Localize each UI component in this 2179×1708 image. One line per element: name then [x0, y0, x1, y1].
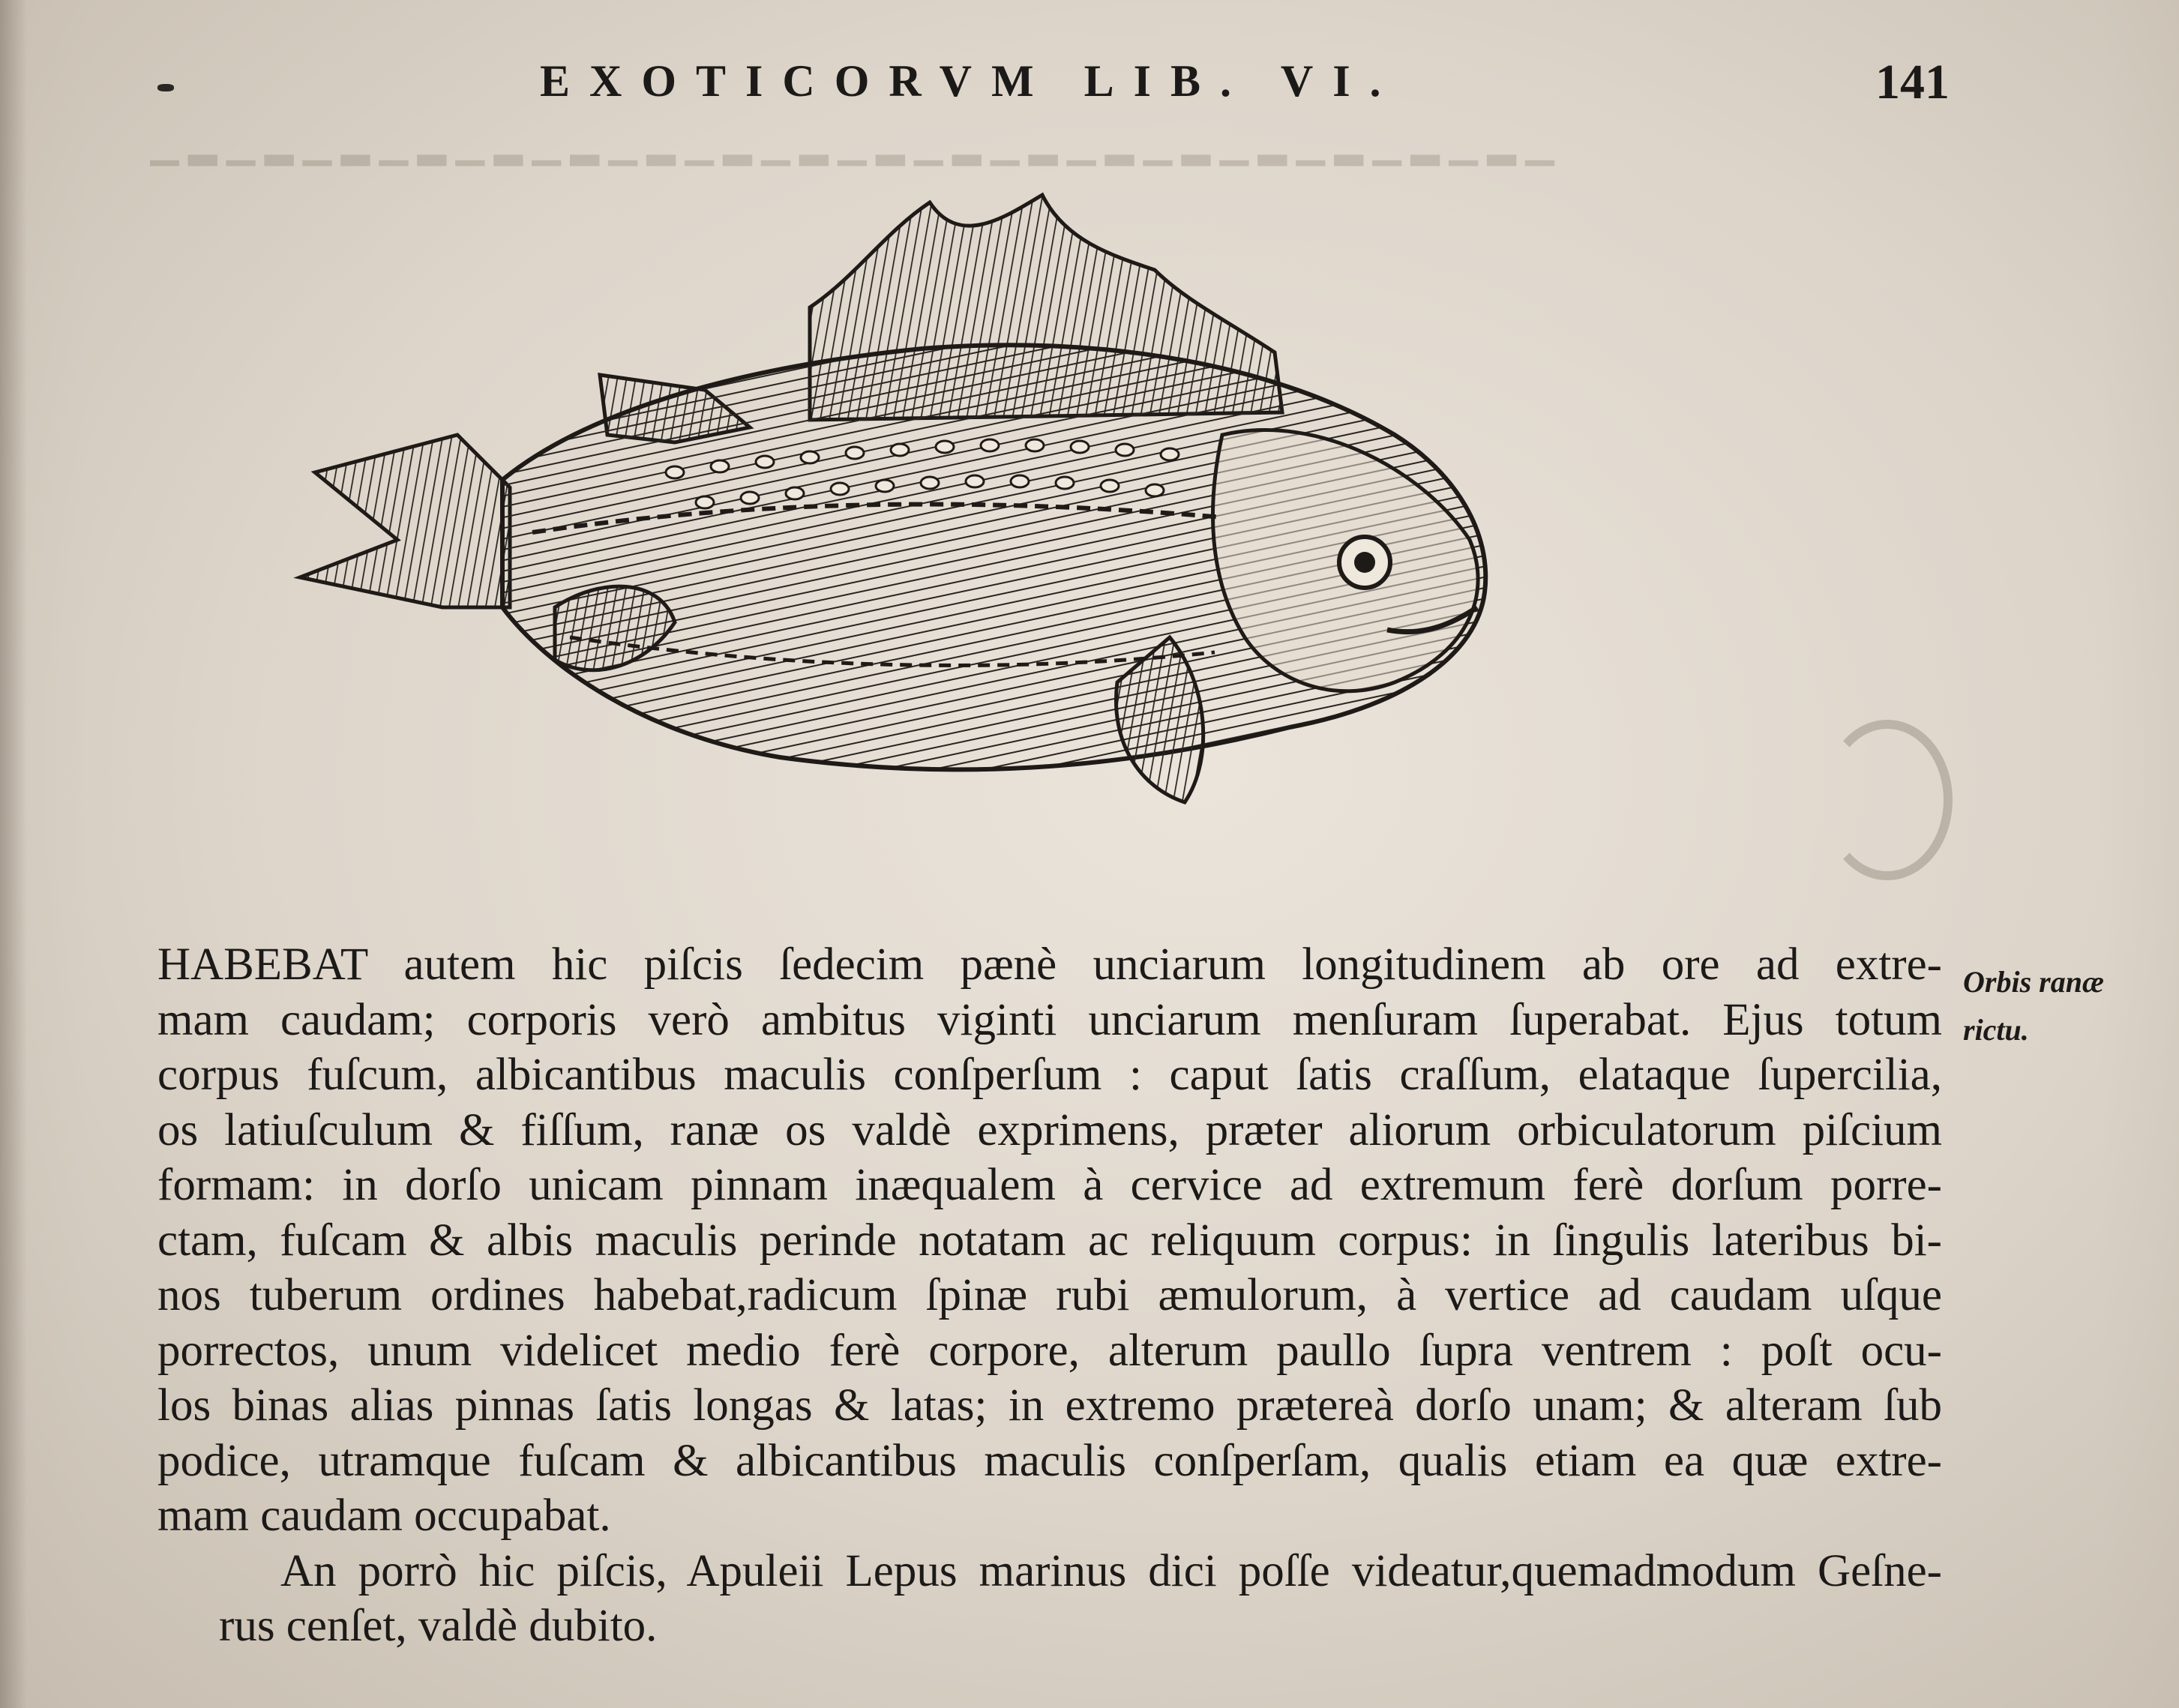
paragraph-1: [157, 937, 1942, 1544]
text-line: HABEBAT autem hic piſcis ſedecim pænè unciarum longitudinem ab ore ad extre-: [157, 939, 1942, 990]
page-number: 141: [1875, 55, 1950, 109]
marginal-note-line: rictu.: [1963, 1013, 2029, 1047]
show-through-texture: ▁ ▂ ▁ ▂ ▁ ▂ ▁ ▂ ▁ ▂ ▁ ▂ ▁ ▂ ▁ ▂ ▁ ▂ ▁ ▂ ▁ ▂ ▁ ▂ ▁ ▂ ▁ ▂ ▁ ▂ ▁ ▂ ▁ ▂ ▁ ▂ ▁: [150, 123, 1554, 165]
text-line: los binas alias pinnas ſatis longas & latas; in extremo prætereà dorſo unam; & alteram ſub: [157, 1380, 1942, 1431]
text-line: nos tuberum ordines habebat,radicum ſpinæ rubi æmulorum, à vertice ad caudam uſque: [157, 1270, 1942, 1320]
text-line: podice, utramque fuſcam & albicantibus maculis conſperſam, qualis etiam ea quæ extre-: [157, 1435, 1942, 1486]
marginal-note: [1963, 958, 2166, 1054]
marginal-note-line: Orbis ranæ: [1963, 965, 2104, 999]
running-header: [150, 51, 1950, 111]
text-line: rus cenſet, valdè dubito.: [219, 1601, 658, 1651]
running-title: EXOTICORVM LIB. VI.: [540, 56, 1401, 106]
text-line: porrectos, unum videlicet medio ferè corpore, alterum paullo ſupra ventrem : poſt ocu-: [157, 1325, 1942, 1376]
printer-mark: [157, 84, 174, 91]
text-line: formam: in dorſo unicam pinnam inæqualem à cervice ad extremum ferè dorſum porre-: [157, 1160, 1942, 1210]
text-line: os latiuſculum & fiſſum, ranæ os valdè exprimens, præter aliorum orbiculatorum piſcium: [157, 1104, 1942, 1155]
text-line: mam caudam occupabat.: [157, 1491, 611, 1541]
body-text: [157, 937, 1942, 1654]
paragraph-2: [157, 1544, 1942, 1654]
text-line: mam caudam; corporis verò ambitus viginti unciarum menſuram ſuperabat. Ejus totum: [157, 994, 1942, 1045]
text-line: An porrò hic piſcis, Apuleii Lepus marinus dici poſſe videatur,quemadmodum Geſne-: [280, 1545, 1942, 1596]
woodcut-fish-illustration: [285, 187, 1800, 900]
text-line: ctam, fuſcam & albis maculis perinde notatam ac reliquum corpus: in ſingulis lateribus bi-: [157, 1215, 1942, 1266]
show-through-initial: [1822, 720, 1953, 880]
text-line: corpus fuſcum, albicantibus maculis conſperſum : caput ſatis craſſum, elataque ſupercilia,: [157, 1050, 1942, 1100]
gutter-shadow: [0, 0, 27, 1708]
